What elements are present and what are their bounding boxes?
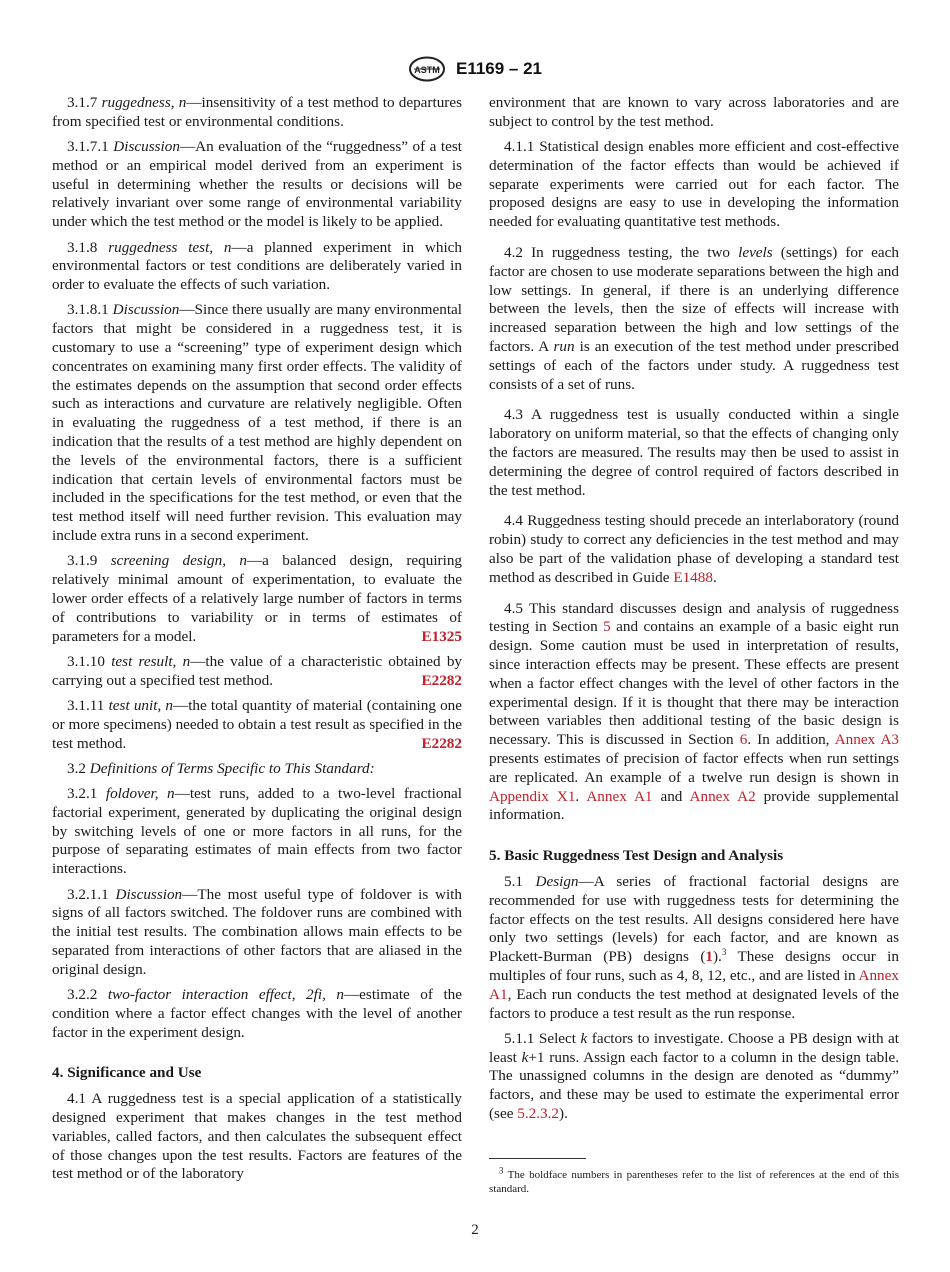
- link-annex-a1[interactable]: Annex A1: [586, 787, 653, 805]
- section-4-1: 4.1 A ruggedness test is a special application of a statistically designed experiment that makes changes in the test method variables, called factors, and then calculates the subsequent effect of those changes upon the test results. Factors are features of the test method or of the laboratory: [52, 1090, 462, 1183]
- section-3-1-7-1: 3.1.7.1 Discussion—An evaluation of the “ruggedness” of a test method or an empirical model derived from an experiment is useful in determining whether the results or decisions will be relatively invariant over some range of environmental variability under which the test method or the model is likely to be applied.: [52, 138, 462, 231]
- section-4-3: 4.3 A ruggedness test is usually conducted within a single laboratory on uniform material, so that the effects of changing only the factors are measured. The results may then be used to assist in determining the degree of control required of factors described in the test method.: [489, 406, 899, 499]
- footnote-3: $^3$ The boldface numbers in parentheses refer to the list of references at the end of this standard.: [489, 1165, 899, 1196]
- astm-logo-icon: [408, 56, 446, 82]
- standard-ref-e2282[interactable]: E2282: [421, 734, 462, 752]
- link-section-6[interactable]: 6: [739, 731, 748, 749]
- section-4-1-1: 4.1.1 Statistical design enables more efficient and cost-effective determination of the factor effects than would be achieved if separate experiments were carried out for each factor. The proposed designs are easy to use in developing the information needed for evaluating quantitative test methods.: [489, 138, 900, 231]
- section-3-2-1: 3.2.1 foldover, n—test runs, added to a two-level fractional factorial experiment, generated by duplicating the original design by switching levels of one or more factors in all runs, for the purpose of separating estimates of main effects from two factor interactions.: [52, 785, 463, 878]
- section-3-1-9: 3.1.9 screening design, n—a balanced design, requiring relatively minimal amount of experimentation, to evaluate the lower order effects of a relatively large number of factors in terms of contributions to variability or in terms of estimates of parameters for a model. E1325: [52, 552, 463, 645]
- footnote-divider: [489, 1158, 586, 1159]
- document-id: E1169 – 21: [455, 59, 543, 78]
- section-3-2-1-1: 3.2.1.1 Discussion—The most useful type of foldover is with signs of all factors switched. The foldover runs are combined with the initial test results. The combination allows main effects to be separated from interactions of other factors that are aliased in the original design.: [52, 885, 462, 978]
- reference-1[interactable]: 1: [705, 948, 713, 966]
- link-5-2-3-2[interactable]: 5.2.3.2: [517, 1105, 560, 1123]
- link-e1488[interactable]: E1488: [673, 568, 713, 586]
- right-column: [489, 94, 899, 1197]
- section-4-5: 4.5 This standard discusses design and analysis of ruggedness testing in Section 5 and contains an example of a basic eight run design. Some caution must be used in interpretation of results, since interaction effects may be present. These effects are present when a factor effect changes with the level of other factors in the experimental design. If it is thought that there may be interaction between variables then additional testing of the basic design is necessary. This is discussed in Section 6. In addition, Annex A3 presents estimates of precision of factor effects when run settings are replicated. An example of a twelve run design is shown in Appendix X1. Annex A1 and Annex A2 provide supplemental information.: [489, 599, 900, 824]
- section-3-1-8: 3.1.8 ruggedness test, n—a planned experiment in which environmental factors or test conditions are deliberately varied in order to evaluate the effects of such variation.: [52, 238, 463, 294]
- link-appendix-x1[interactable]: Appendix X1: [489, 787, 576, 805]
- section-3-2: 3.2 Definitions of Terms Specific to This Standard:: [67, 759, 375, 777]
- section-5-1: 5.1 Design—A series of fractional factorial designs are recommended for use with ruggedness tests for determining the factor effects on the test results. All designs considered here have only two settings (levels) for each factor, and are known as Plackett-Burman (PB) designs (1).$^3$ These designs occur in multiples of four runs, such as 4, 8, 12, etc., and are listed in Annex A1, Each run conducts the test method at designated levels of the factors to produce a test result as the run response.: [489, 872, 899, 1022]
- link-annex-a2[interactable]: Annex A2: [689, 787, 756, 805]
- section-4-2: 4.2 In ruggedness testing, the two levels (settings) for each factor are chosen to use moderate separations between the high and low settings. In general, if there is an underlying difference between the levels, then the size of effects will increase with increased separation between the high and low settings of the factors. A run is an execution of the test method under prescribed settings of each of the factors under study. A ruggedness test consists of a set of runs.: [489, 244, 899, 393]
- page-header: [0, 56, 950, 84]
- section-3-1-7: 3.1.7 ruggedness, n—insensitivity of a test method to departures from specified test or environmental conditions.: [52, 94, 462, 130]
- section-4-1-continued: environment that are known to vary across laboratories and are subject to control by the test method.: [489, 94, 899, 130]
- svg-text:ASTM: ASTM: [414, 65, 440, 75]
- page-number: 2: [471, 1222, 479, 1238]
- link-section-5[interactable]: 5: [603, 618, 611, 636]
- footnote-marker[interactable]: 3: [721, 947, 727, 958]
- link-annex-a3[interactable]: Annex A3: [834, 731, 900, 749]
- heading-section-5: 5. Basic Ruggedness Test Design and Analysis: [489, 847, 784, 865]
- left-column: [52, 94, 462, 1191]
- section-3-1-8-1: 3.1.8.1 Discussion—Since there usually are many environmental factors that might be considered in a ruggedness test, it is customary to use a “screening” type of experiment design which concentrates on examining many first order effects. The validity of the estimates depends on the assumption that second order effects such as interactions and curvature are relatively negligible. Often in evaluating the ruggedness of a test method, if there is an indication that the results of a test method are highly dependent on the levels of the environmental factors, there is a sufficient indication that certain levels of environmental factors must be included in the specifications for the test method, or even that the test method itself will need further revision. This evaluation may include extra runs in a second experiment.: [52, 301, 463, 545]
- section-3-1-11: 3.1.11 test unit, n—the total quantity of material (containing one or more specimens) needed to obtain a test result as specified in the test method. E2282: [52, 696, 463, 752]
- section-5-1-1: 5.1.1 Select k factors to investigate. Choose a PB design with at least k+1 runs. Assign each factor to a column in the design table. The unassigned columns in the design are denoted as “dummy” factors, and these may be used to estimate the experimental error (see 5.2.3.2).: [489, 1029, 900, 1123]
- section-4-4: 4.4 Ruggedness testing should precede an interlaboratory (round robin) study to correct any deficiencies in the test method and may also be part of the validation phase of developing a standard test method as described in Guide E1488.: [489, 512, 900, 586]
- section-3-2-2: 3.2.2 two-factor interaction effect, 2fi, n—estimate of the condition where a factor effect changes with the level of another factor in the experiment design.: [52, 986, 463, 1041]
- standard-ref-e2282[interactable]: E2282: [421, 671, 462, 689]
- standard-ref-e1325[interactable]: E1325: [421, 627, 462, 645]
- link-annex-a1[interactable]: Annex A1: [489, 966, 899, 1003]
- heading-section-4: 4. Significance and Use: [52, 1064, 202, 1082]
- section-3-1-10: 3.1.10 test result, n—the value of a characteristic obtained by carrying out a specified test method. E2282: [52, 652, 463, 689]
